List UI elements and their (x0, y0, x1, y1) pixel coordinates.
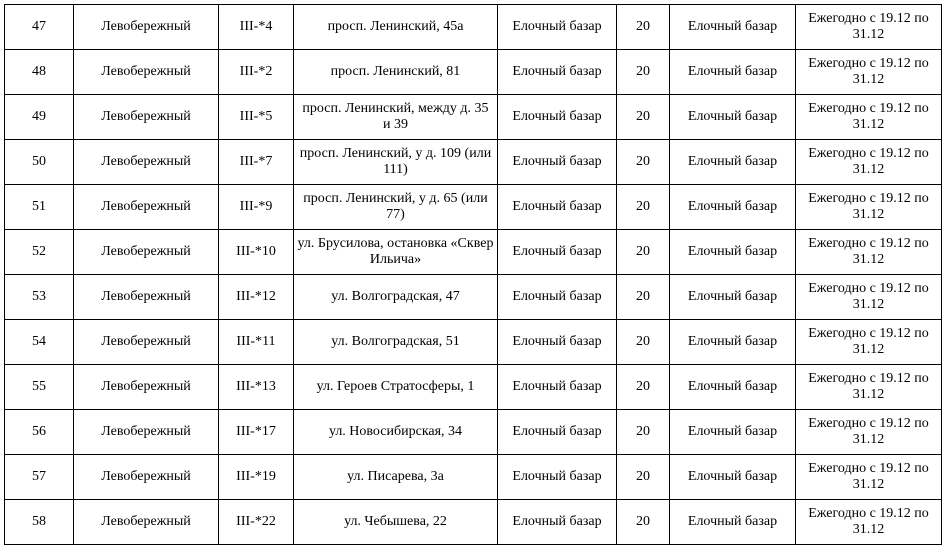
object-type-cell: Елочный базар (498, 500, 617, 545)
table-row (5, 5, 942, 50)
location-code-cell: III-*11 (219, 320, 294, 365)
district-cell: Левобережный (74, 230, 219, 275)
row-number-cell: 47 (5, 5, 74, 50)
row-number-cell: 56 (5, 410, 74, 455)
district-cell: Левобережный (74, 320, 219, 365)
address-cell: просп. Ленинский, между д. 35 и 39 (294, 95, 498, 140)
row-number-cell: 55 (5, 365, 74, 410)
district-cell: Левобережный (74, 140, 219, 185)
object-type-cell: Елочный базар (498, 50, 617, 95)
district-cell: Левобережный (74, 365, 219, 410)
period-cell: Ежегодно с 19.12 по 31.12 (796, 50, 942, 95)
district-cell: Левобережный (74, 410, 219, 455)
period-cell: Ежегодно с 19.12 по 31.12 (796, 5, 942, 50)
specialization-cell: Елочный базар (670, 50, 796, 95)
object-type-cell: Елочный базар (498, 275, 617, 320)
row-number-cell: 52 (5, 230, 74, 275)
location-code-cell: III-*17 (219, 410, 294, 455)
address-cell: ул. Волгоградская, 47 (294, 275, 498, 320)
area-cell: 20 (617, 455, 670, 500)
table-row (5, 500, 942, 545)
location-code-cell: III-*2 (219, 50, 294, 95)
specialization-cell: Елочный базар (670, 140, 796, 185)
district-cell: Левобережный (74, 500, 219, 545)
trade-locations-table (4, 4, 942, 545)
area-cell: 20 (617, 5, 670, 50)
table-row (5, 275, 942, 320)
address-cell: просп. Ленинский, 81 (294, 50, 498, 95)
period-cell: Ежегодно с 19.12 по 31.12 (796, 140, 942, 185)
object-type-cell: Елочный базар (498, 365, 617, 410)
table-row (5, 50, 942, 95)
table-row (5, 365, 942, 410)
location-code-cell: III-*13 (219, 365, 294, 410)
table-row (5, 140, 942, 185)
area-cell: 20 (617, 230, 670, 275)
location-code-cell: III-*4 (219, 5, 294, 50)
row-number-cell: 50 (5, 140, 74, 185)
area-cell: 20 (617, 50, 670, 95)
specialization-cell: Елочный базар (670, 5, 796, 50)
area-cell: 20 (617, 410, 670, 455)
object-type-cell: Елочный базар (498, 140, 617, 185)
address-cell: просп. Ленинский, у д. 65 (или 77) (294, 185, 498, 230)
location-code-cell: III-*12 (219, 275, 294, 320)
object-type-cell: Елочный базар (498, 185, 617, 230)
location-code-cell: III-*5 (219, 95, 294, 140)
specialization-cell: Елочный базар (670, 230, 796, 275)
period-cell: Ежегодно с 19.12 по 31.12 (796, 275, 942, 320)
specialization-cell: Елочный базар (670, 365, 796, 410)
specialization-cell: Елочный базар (670, 320, 796, 365)
location-code-cell: III-*9 (219, 185, 294, 230)
location-code-cell: III-*22 (219, 500, 294, 545)
row-number-cell: 54 (5, 320, 74, 365)
period-cell: Ежегодно с 19.12 по 31.12 (796, 365, 942, 410)
table-body (5, 5, 942, 545)
location-code-cell: III-*10 (219, 230, 294, 275)
object-type-cell: Елочный базар (498, 410, 617, 455)
specialization-cell: Елочный базар (670, 455, 796, 500)
district-cell: Левобережный (74, 455, 219, 500)
row-number-cell: 57 (5, 455, 74, 500)
row-number-cell: 58 (5, 500, 74, 545)
table-row (5, 230, 942, 275)
address-cell: ул. Волгоградская, 51 (294, 320, 498, 365)
district-cell: Левобережный (74, 50, 219, 95)
district-cell: Левобережный (74, 5, 219, 50)
area-cell: 20 (617, 365, 670, 410)
table-row (5, 320, 942, 365)
period-cell: Ежегодно с 19.12 по 31.12 (796, 500, 942, 545)
location-code-cell: III-*19 (219, 455, 294, 500)
row-number-cell: 48 (5, 50, 74, 95)
address-cell: ул. Героев Стратосферы, 1 (294, 365, 498, 410)
table-row (5, 410, 942, 455)
table-row (5, 455, 942, 500)
area-cell: 20 (617, 140, 670, 185)
row-number-cell: 53 (5, 275, 74, 320)
address-cell: ул. Новосибирская, 34 (294, 410, 498, 455)
district-cell: Левобережный (74, 275, 219, 320)
object-type-cell: Елочный базар (498, 95, 617, 140)
address-cell: ул. Брусилова, остановка «Сквер Ильича» (294, 230, 498, 275)
specialization-cell: Елочный базар (670, 275, 796, 320)
address-cell: просп. Ленинский, у д. 109 (или 111) (294, 140, 498, 185)
specialization-cell: Елочный базар (670, 95, 796, 140)
area-cell: 20 (617, 95, 670, 140)
period-cell: Ежегодно с 19.12 по 31.12 (796, 185, 942, 230)
table-row (5, 185, 942, 230)
area-cell: 20 (617, 320, 670, 365)
address-cell: ул. Писарева, 3а (294, 455, 498, 500)
object-type-cell: Елочный базар (498, 320, 617, 365)
object-type-cell: Елочный базар (498, 455, 617, 500)
row-number-cell: 51 (5, 185, 74, 230)
district-cell: Левобережный (74, 185, 219, 230)
object-type-cell: Елочный базар (498, 5, 617, 50)
district-cell: Левобережный (74, 95, 219, 140)
address-cell: просп. Ленинский, 45а (294, 5, 498, 50)
table-row (5, 95, 942, 140)
object-type-cell: Елочный базар (498, 230, 617, 275)
period-cell: Ежегодно с 19.12 по 31.12 (796, 320, 942, 365)
specialization-cell: Елочный базар (670, 500, 796, 545)
period-cell: Ежегодно с 19.12 по 31.12 (796, 95, 942, 140)
address-cell: ул. Чебышева, 22 (294, 500, 498, 545)
area-cell: 20 (617, 275, 670, 320)
row-number-cell: 49 (5, 95, 74, 140)
specialization-cell: Елочный базар (670, 185, 796, 230)
location-code-cell: III-*7 (219, 140, 294, 185)
area-cell: 20 (617, 185, 670, 230)
area-cell: 20 (617, 500, 670, 545)
period-cell: Ежегодно с 19.12 по 31.12 (796, 410, 942, 455)
specialization-cell: Елочный базар (670, 410, 796, 455)
period-cell: Ежегодно с 19.12 по 31.12 (796, 230, 942, 275)
period-cell: Ежегодно с 19.12 по 31.12 (796, 455, 942, 500)
